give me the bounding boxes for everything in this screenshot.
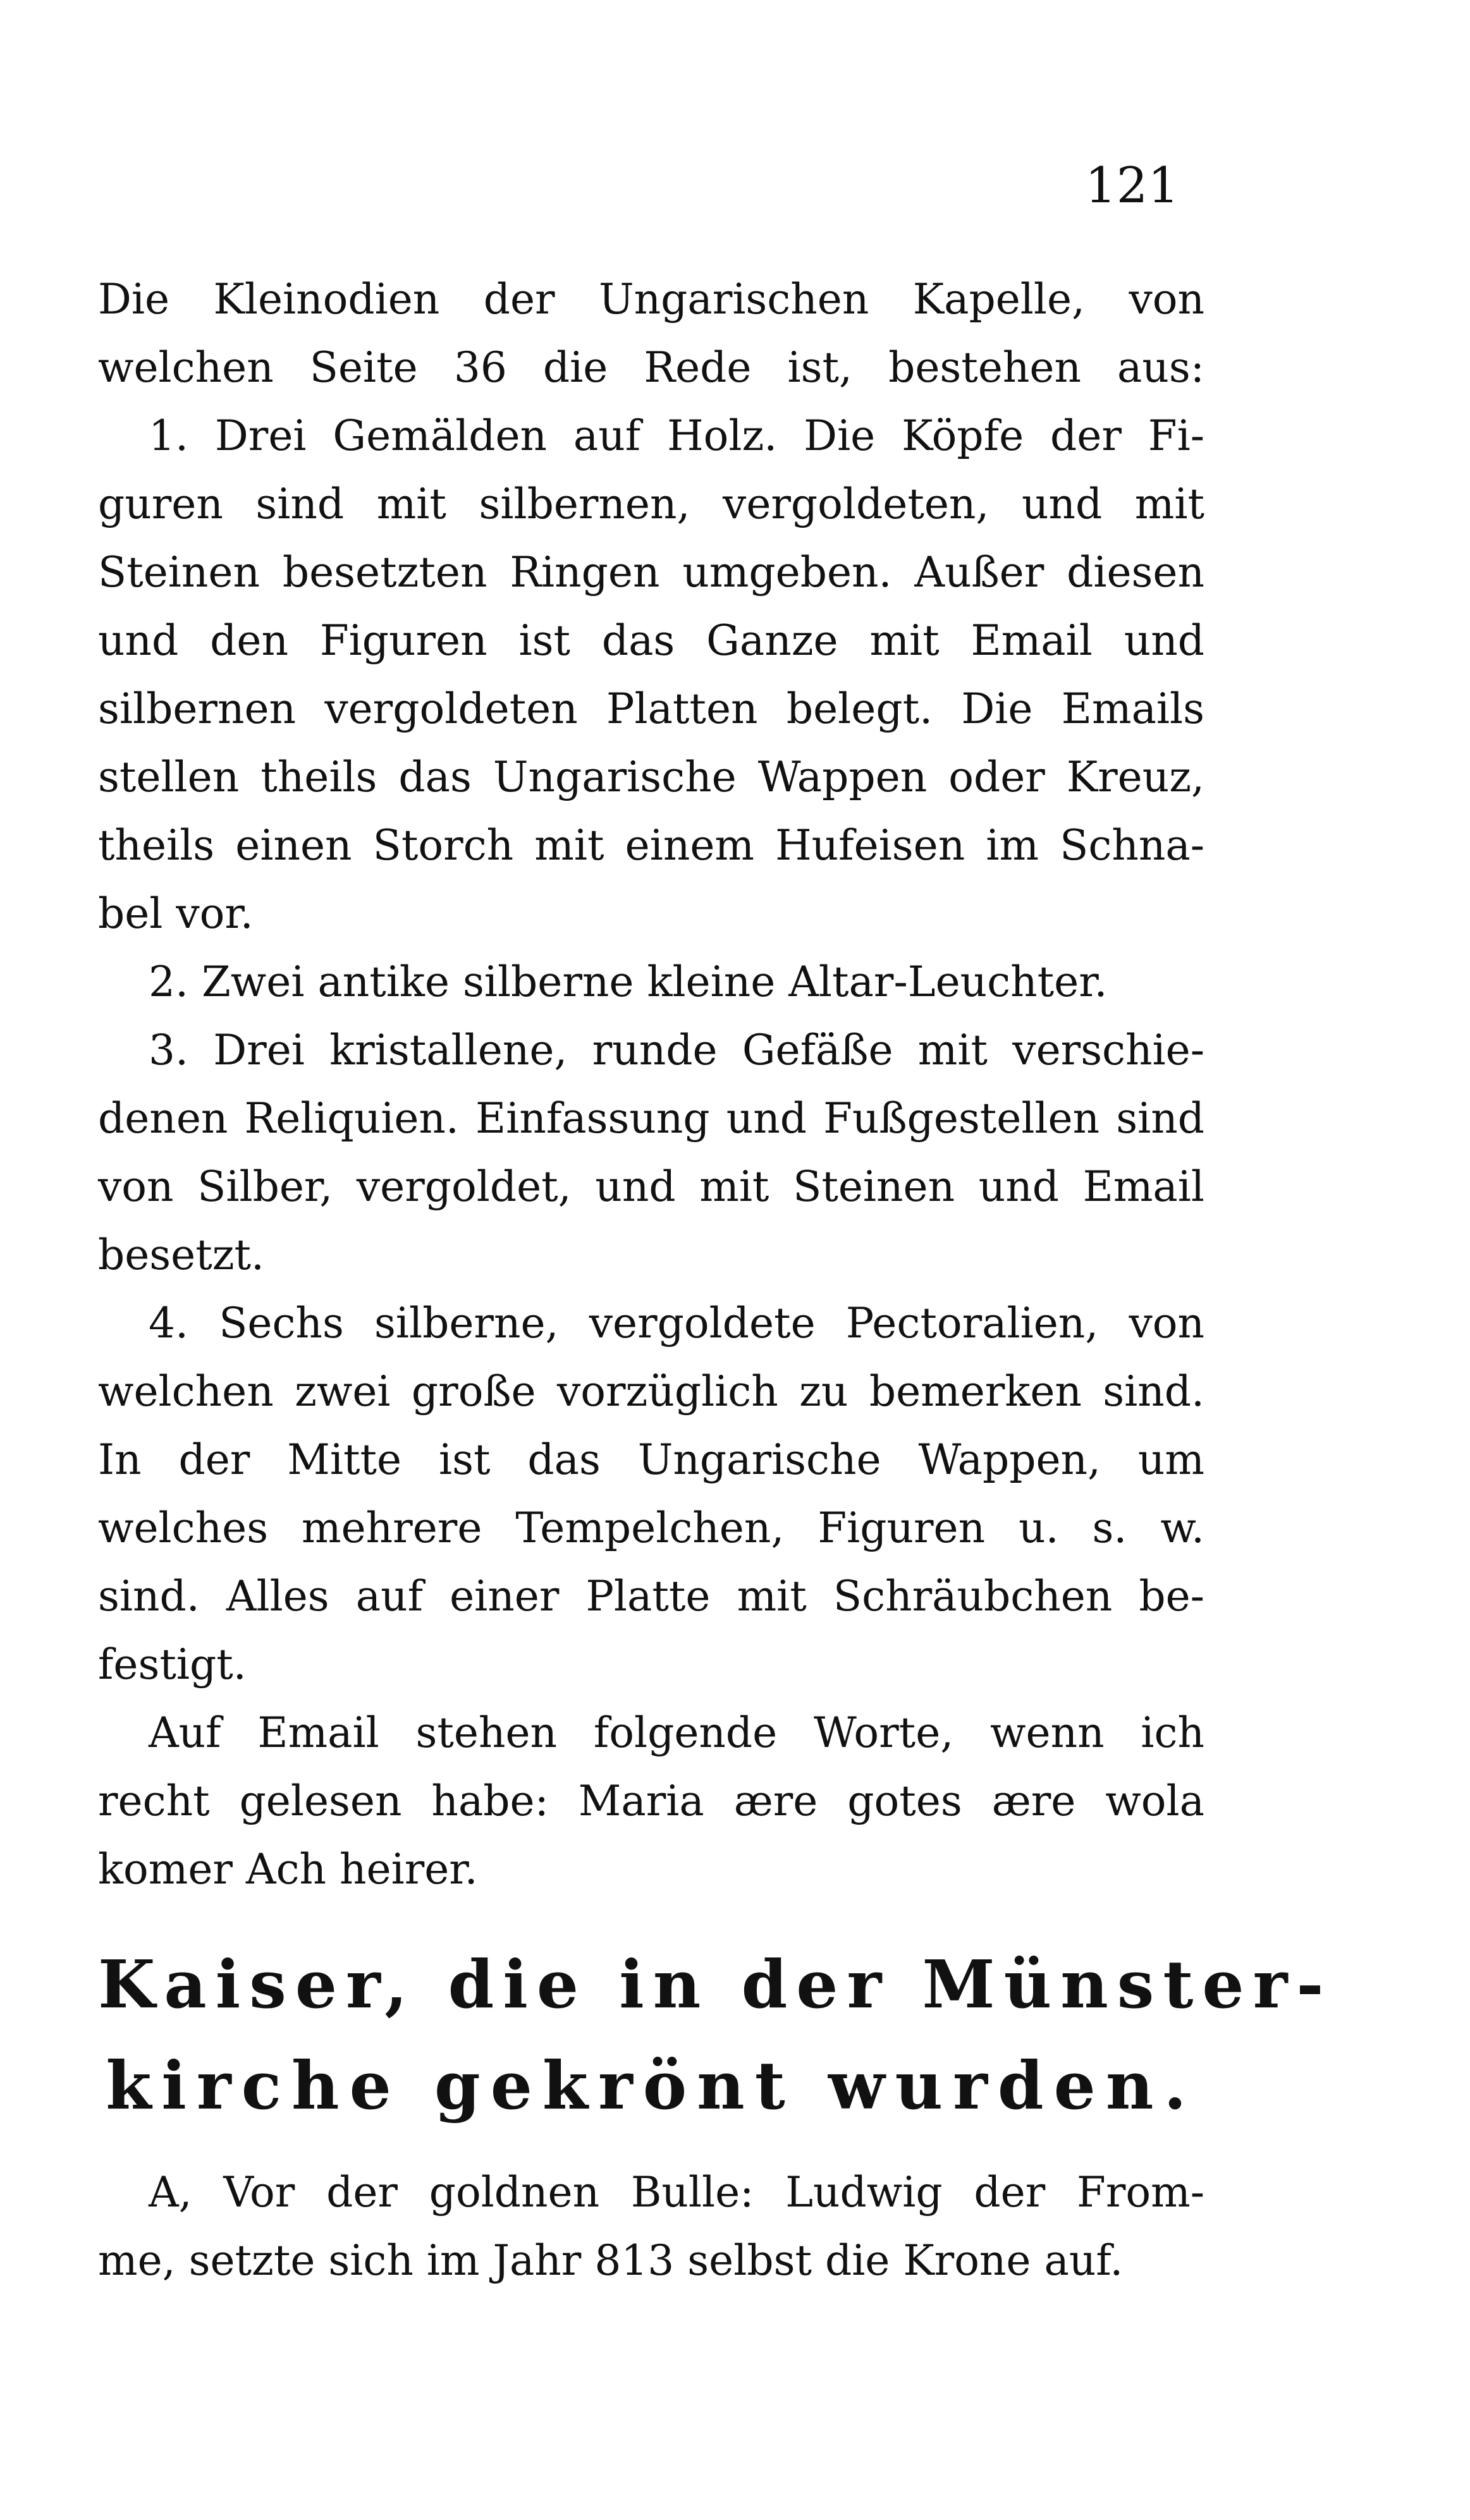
page-number: 121 bbox=[1085, 157, 1179, 214]
text-line: stellen theils das Ungarische Wappen oder Kreuz, bbox=[98, 753, 1204, 801]
text-line: Die Kleinodien der Ungarischen Kapelle, von bbox=[98, 275, 1204, 324]
text-line: welches mehrere Tempelchen, Figuren u. s. w. bbox=[98, 1504, 1204, 1552]
list-item-1-line: 1. Drei Gemälden auf Holz. Die Köpfe der Fi- bbox=[149, 411, 1204, 460]
text-line: von Silber, vergoldet, und mit Steinen und Email bbox=[98, 1162, 1204, 1211]
section-heading bbox=[98, 1934, 1333, 2136]
text-line: besetzt. bbox=[98, 1231, 265, 1279]
text-line: A, Vor der goldnen Bulle: Ludwig der From- bbox=[149, 2168, 1204, 2217]
text-line: Auf Email stehen folgende Worte, wenn ich bbox=[149, 1708, 1204, 1757]
text-line: festigt. bbox=[98, 1640, 247, 1689]
text-line: guren sind mit silbernen, vergoldeten, und mit bbox=[98, 480, 1204, 528]
body-text bbox=[98, 265, 1204, 1904]
text-line: recht gelesen habe: Maria ære gotes ære wola bbox=[98, 1777, 1204, 1825]
text-line: me, setzte sich im Jahr 813 selbst die Krone auf. bbox=[98, 2236, 1124, 2285]
list-item-2-line: 2. Zwei antike silberne kleine Altar-Leuchter. bbox=[149, 958, 1108, 1006]
text-line: theils einen Storch mit einem Hufeisen im Schna- bbox=[98, 821, 1204, 870]
text-line: welchen zwei große vorzüglich zu bemerken sind. bbox=[98, 1367, 1204, 1416]
text-line: sind. Alles auf einer Platte mit Schräubchen be- bbox=[98, 1572, 1204, 1621]
text-line: silbernen vergoldeten Platten belegt. Die Emails bbox=[98, 685, 1204, 733]
text-line: und den Figuren ist das Ganze mit Email und bbox=[98, 616, 1204, 665]
section-text bbox=[98, 2158, 1204, 2295]
text-line: In der Mitte ist das Ungarische Wappen, um bbox=[98, 1435, 1204, 1484]
list-item-3-line: 3. Drei kristallene, runde Gefäße mit verschie- bbox=[149, 1026, 1204, 1074]
heading-line-1: Kaiser, die in der Münster- bbox=[98, 1945, 1333, 2023]
text-line: komer Ach heirer. bbox=[98, 1845, 478, 1894]
list-item-4-line: 4. Sechs silberne, vergoldete Pectoralien, von bbox=[149, 1299, 1204, 1348]
text-line: denen Reliquien. Einfassung und Fußgestellen sind bbox=[98, 1094, 1204, 1143]
text-line: welchen Seite 36 die Rede ist, bestehen aus: bbox=[98, 343, 1204, 392]
heading-line-2: kirche gekrönt wurden. bbox=[106, 2047, 1197, 2124]
text-line: Steinen besetzten Ringen umgeben. Außer diesen bbox=[98, 548, 1204, 597]
text-line: bel vor. bbox=[98, 889, 254, 938]
